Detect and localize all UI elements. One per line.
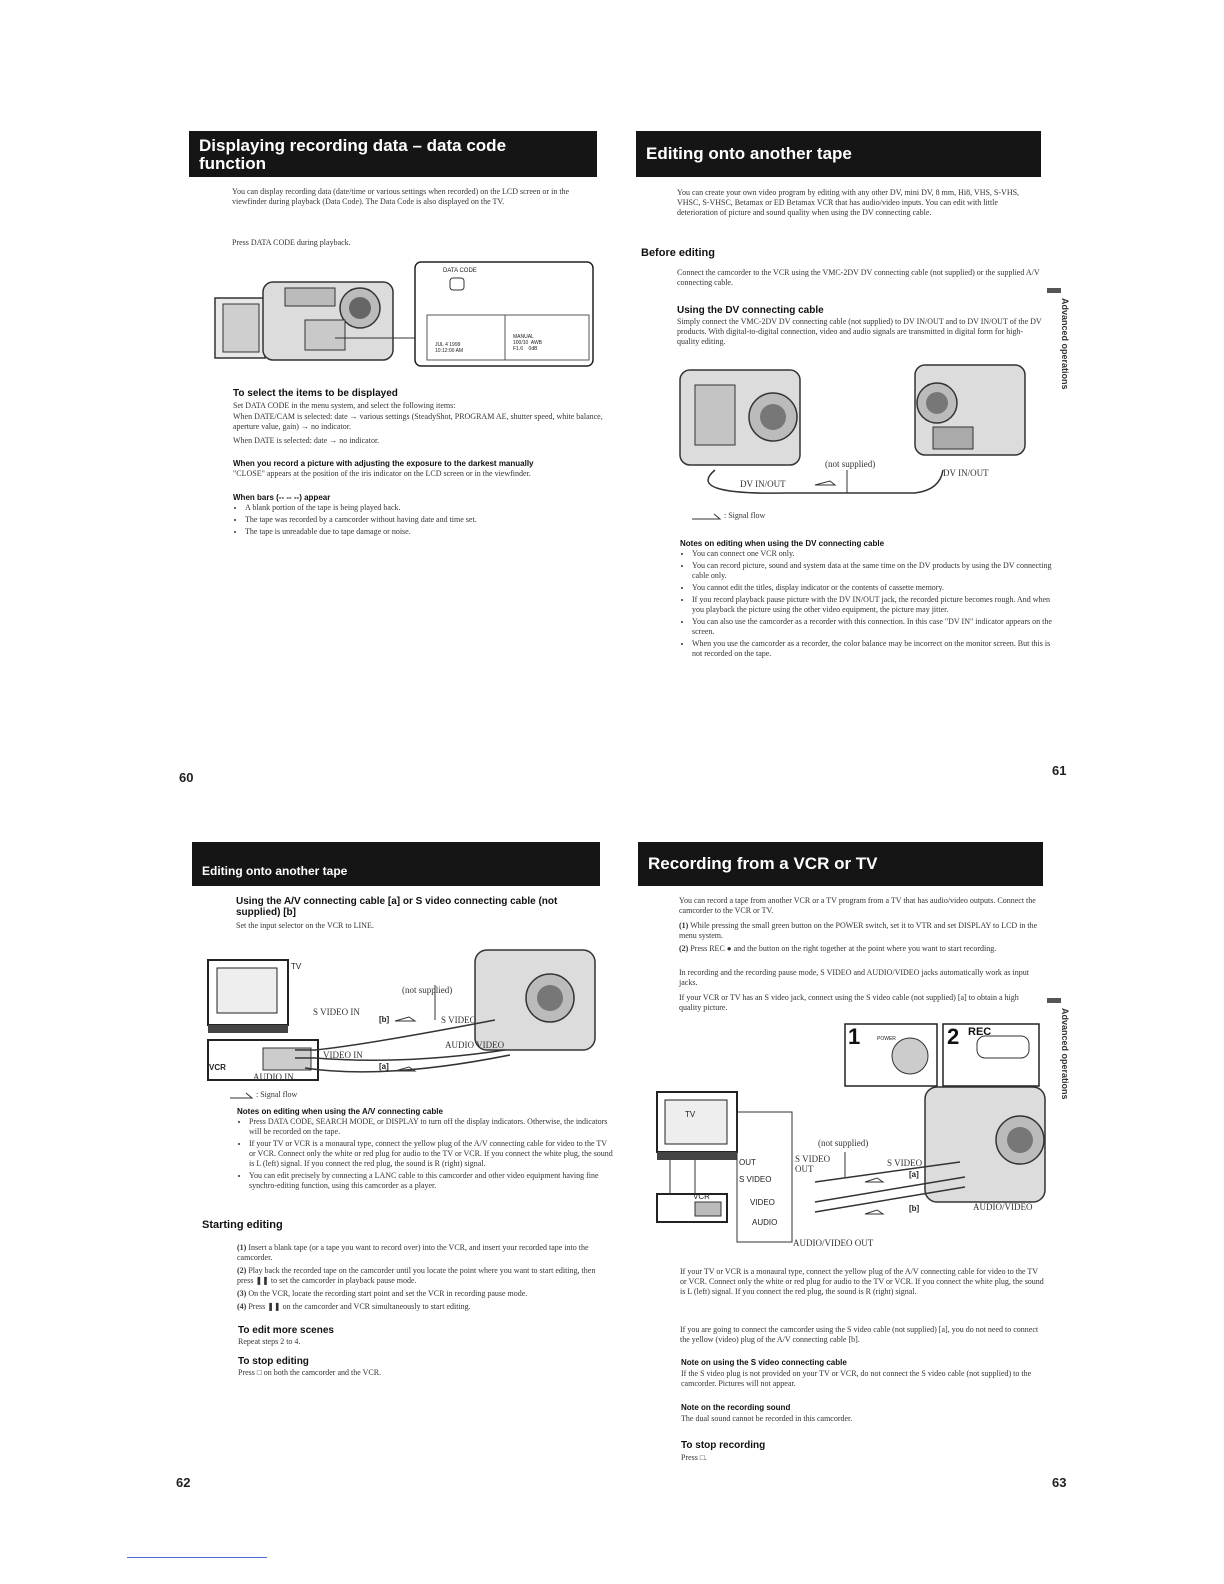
list-item: • You cannot edit the titles, display indicator or the contents of cassette memory. [692,583,1057,593]
p63-note-rs-text: The dual sound cannot be recorded in this camcorder. [681,1414,853,1423]
p61-dv-heading: Using the DV connecting cable [677,305,824,316]
p62-fig-a: [a] [379,1062,389,1071]
step-number: (1) [237,1243,247,1252]
p62-page-number: 62 [176,1475,191,1490]
list-item: • You can record picture, sound and system data at the same time on the DV products by using the DV connecting cable only. [692,561,1057,581]
p61-notes-heading: Notes on editing when using the DV connecting cable [680,539,885,548]
p62-stop-text: Press □ on both the camcorder and the VCR. [238,1368,382,1377]
list-item [237,1266,602,1286]
p61-signal-flow-label: : Signal flow [724,511,766,520]
p63-intro: You can record a tape from another VCR or a TV program from a TV that has audio/video outputs. Connect the camcorder to the VCR or TV. [679,896,1036,915]
p60-fig-lcd-right: MANUAL 100/10 AWB F1.6 0dB [513,334,542,352]
list-item: • When you use the camcorder as a recorder, the color balance may be incorrect on the monitor screen. But this is not recorded on the tape. [692,639,1057,659]
p61-side-tab [1047,288,1061,293]
list-item: • The tape is unreadable due to tape damage or noise. [245,527,605,537]
p62-more-text: Repeat steps 2 to 4. [238,1337,301,1346]
p63-fig-rec: REC [968,1026,992,1038]
p63-fig-not-supplied: (not supplied) [818,1138,869,1148]
p61-title: Editing onto another tape [646,144,852,163]
p63-fig-tv: TV [685,1110,696,1119]
p63-note-rs-heading: Note on the recording sound [681,1403,791,1412]
p63-stop-heading: To stop recording [681,1440,766,1451]
step-number: (2) [237,1266,247,1275]
p60-page-number: 60 [179,770,194,785]
signal-flow-arrow-icon [230,1091,252,1099]
p63-fig-svideo-right: S VIDEO [887,1158,923,1168]
p63-stop-text: Press □. [681,1453,707,1462]
list-item: • A blank portion of the tape is being played back. [245,503,605,513]
step-number: (2) [679,944,689,953]
p61-notes-list [680,549,1057,661]
list-item: • If you record playback pause picture with the DV IN/OUT jack, the recorded picture becomes rough. And when you playback the picture using the other video equipment, the picture may jitter. [692,595,1057,615]
p63-fig-power: POWER [877,1036,896,1042]
p62-fig-vcr: VCR [209,1063,226,1072]
p63-para3: If your VCR or TV has an S video jack, connect using the S video cable (not supplied) [a] to obtain a high quality picture. [679,993,1019,1012]
p63-fig-step2: 2 [947,1024,960,1049]
p63-svideo: If you are going to connect the camcorder using the S video cable (not supplied) [a], you do not need to connect the yellow (video) plug of the A/V connecting cable [b]. [680,1325,1039,1344]
p61-fig-dv-left: DV IN/OUT [740,479,786,489]
step-text: While pressing the small green button on the POWER switch, set it to VTR and set DISPLAY to LCD in the menu system. [679,921,1038,940]
step-text: On the VCR, locate the recording start point and set the VCR in recording pause mode. [248,1289,528,1298]
p63-side-label: Advanced operations [1060,1008,1070,1100]
p63-para2: In recording and the recording pause mode, S VIDEO and AUDIO/VIDEO jacks automatically work as input jacks. [679,968,1029,987]
p62-fig-audio-video: AUDIO VIDEO [445,1040,505,1050]
p61-fig-dv-right: DV IN/OUT [943,468,989,478]
p63-mono: If your TV or VCR is a monaural type, connect the yellow plug of the A/V connecting cable for video to the TV or VCR. Connect only the white or red plug for audio to the TV or VCR. If you connect the white plug, the sound is L (left) signal. If you connect the red plug, the sound is R (right) signal. [680,1267,1044,1296]
p60-select-heading: To select the items to be displayed [233,388,398,399]
p61-fig-not-supplied: (not supplied) [825,459,876,469]
list-item [679,944,1039,954]
p61-before-heading: Before editing [641,247,715,259]
p62-more-heading: To edit more scenes [238,1325,334,1336]
p62-fig-svideo: S VIDEO [441,1015,477,1025]
p60-title-line2: function [199,154,267,173]
p63-fig-vcr: VCR [693,1192,710,1201]
list-item: • The tape was recorded by a camcorder without having date and time set. [245,515,605,525]
p63-fig-audio: AUDIO [752,1218,778,1227]
step-text: Press REC ● and the button on the right together at the point where you want to start recording. [690,944,997,953]
p60-select-line1: Set DATA CODE in the menu system, and select the following items: [233,401,456,410]
p60-select-line3: When DATE is selected: date → no indicator. [233,436,380,445]
p61-before-text: Connect the camcorder to the VCR using the VMC-2DV DV connecting cable (not supplied) or the supplied A/V connecting cable. [677,268,1040,287]
dv-connection-illustration [675,355,1045,495]
p61-figure [675,355,1045,495]
p60-darkest-heading: When you record a picture with adjusting the exposure to the darkest manually [233,459,534,468]
step-number: (1) [679,921,689,930]
p60-fig-data-code-label: DATA CODE [443,268,477,274]
p63-title-band [638,842,1043,886]
p61-intro: You can create your own video program by editing with any other DV, mini DV, 8 mm, Hi8, VHS, S-VHS, VHSC, S-VHSC, Betamax or ED Betamax VCR that has audio/video inputs. You can edit with little deterioration of picture and sound quality when using the DV connecting cable. [677,188,1020,217]
p63-fig-svideo-out: S VIDEO OUT [795,1154,831,1174]
p63-fig-b: [b] [909,1204,920,1213]
p62-signal-flow [230,1090,297,1100]
p60-intro: You can display recording data (date/time or various settings when recorded) on the LCD screen or in the viewfinder during playback (Data Code). The Data Code is also displayed on the TV. [232,187,570,206]
step-text: Press ❚❚ on the camcorder and VCR simultaneously to start editing. [248,1302,471,1311]
step-text: Play back the recorded tape on the camcorder until you locate the point where you want to start editing, then press ❚❚ to set the camcorder in playback pause mode. [237,1266,596,1285]
p62-notes-list [237,1117,614,1193]
bottom-rule [127,1557,267,1558]
p62-steps-list [237,1243,602,1315]
camcorder-lcd-illustration [215,260,595,370]
p62-fig-video-in: VIDEO IN [323,1050,363,1060]
p63-page-number: 63 [1052,1475,1067,1490]
p63-figure [655,1022,1050,1257]
step-number: (4) [237,1302,247,1311]
p62-title: Editing onto another tape [202,864,348,878]
step-text: Insert a blank tape (or a tape you want to record over) into the VCR, and insert your recorded tape into the camcorder. [237,1243,589,1262]
p63-side-tab [1047,998,1061,1003]
list-item: • If your TV or VCR is a monaural type, connect the yellow plug of the A/V connecting cable for video to the TV or VCR. Connect only the white or red plug for audio to the TV or VCR. If you connect the white plug, the sound is L (left) signal. If you connect the red plug, the sound is R (right) signal. [249,1139,614,1169]
p63-note-sv-heading: Note on using the S video connecting cable [681,1358,847,1367]
p62-notes-heading: Notes on editing when using the A/V connecting cable [237,1107,443,1116]
p61-dv-text: Simply connect the VMC-2DV DV connecting cable (not supplied) to DV IN/OUT and to DV IN/OUT of the DV products. With digital-to-digital connection, video and audio signals are transmitted in digital form for high-quality editing. [677,317,1042,346]
p63-fig-av-out: AUDIO/VIDEO OUT [793,1238,874,1248]
p60-title-line1: Displaying recording data – data code [199,136,507,155]
list-item: • Press DATA CODE, SEARCH MODE, or DISPLAY to turn off the display indicators. Otherwise, the indicators will be recorded on the tape. [249,1117,614,1137]
p61-signal-flow [692,511,765,521]
list-item [679,921,1039,941]
p61-side-label: Advanced operations [1060,298,1070,390]
p62-fig-audio-in: AUDIO IN [253,1072,294,1082]
p60-darkest-text: "CLOSE" appears at the position of the iris indicator on the LCD screen or in the viewfinder. [233,469,531,478]
p60-fig-lcd-left: JUL 4 1999 10:12:00 AM [435,342,464,354]
p62-fig-b: [b] [379,1015,390,1024]
p61-title-band [636,131,1041,177]
p60-title-band [189,131,597,177]
p60-figure [215,260,595,370]
p62-av-text: Set the input selector on the VCR to LINE. [236,921,374,930]
p63-title: Recording from a VCR or TV [648,854,878,873]
p62-signal-flow-label: : Signal flow [256,1090,298,1099]
p62-starting-heading: Starting editing [202,1219,283,1231]
signal-flow-arrow-icon [692,512,720,520]
p62-stop-heading: To stop editing [238,1356,309,1367]
p61-page-number: 61 [1052,763,1067,778]
p60-select-line2: When DATE/CAM is selected: date → various settings (SteadyShot, PROGRAM AE, shutter speed, white balance, aperture value, gain) → no indicator. [233,412,603,431]
p62-av-heading: Using the A/V connecting cable [a] or S video connecting cable (not supplied) [b] [236,896,558,918]
p62-fig-svideo-in: S VIDEO IN [313,1007,360,1017]
step-number: (3) [237,1289,247,1298]
p60-bars-list [233,503,605,539]
list-item [237,1243,602,1263]
list-item [237,1302,602,1312]
list-item: • You can also use the camcorder as a recorder with this connection. In this case "DV IN" indicator appears on the screen. [692,617,1057,637]
p63-fig-video: VIDEO [750,1198,775,1207]
p60-bars-heading: When bars (-- -- --) appear [233,493,331,502]
p62-title-band [192,842,600,886]
p63-fig-audio-video: AUDIO/VIDEO [973,1202,1033,1212]
p62-fig-not-supplied: (not supplied) [402,985,453,995]
av-connection-illustration [205,930,600,1090]
list-item: • You can edit precisely by connecting a LANC cable to this camcorder and other video equipment having fine synchro-editing function, using this camcorder as a player. [249,1171,614,1191]
p63-steps-list [679,921,1039,957]
list-item [237,1289,602,1299]
p62-figure [205,930,600,1090]
p63-fig-step1: 1 [848,1024,861,1049]
p62-fig-tv: TV [291,962,302,971]
p63-fig-svideo: S VIDEO [739,1175,772,1184]
list-item: • You can connect one VCR only. [692,549,1057,559]
p60-press: Press DATA CODE during playback. [232,238,351,247]
p63-fig-out: OUT [739,1158,756,1167]
p63-fig-a: [a] [909,1170,919,1179]
p63-note-sv-text: If the S video plug is not provided on your TV or VCR, do not connect the S video cable (not supplied) to the camcorder. Pictures will not appear. [681,1369,1032,1388]
